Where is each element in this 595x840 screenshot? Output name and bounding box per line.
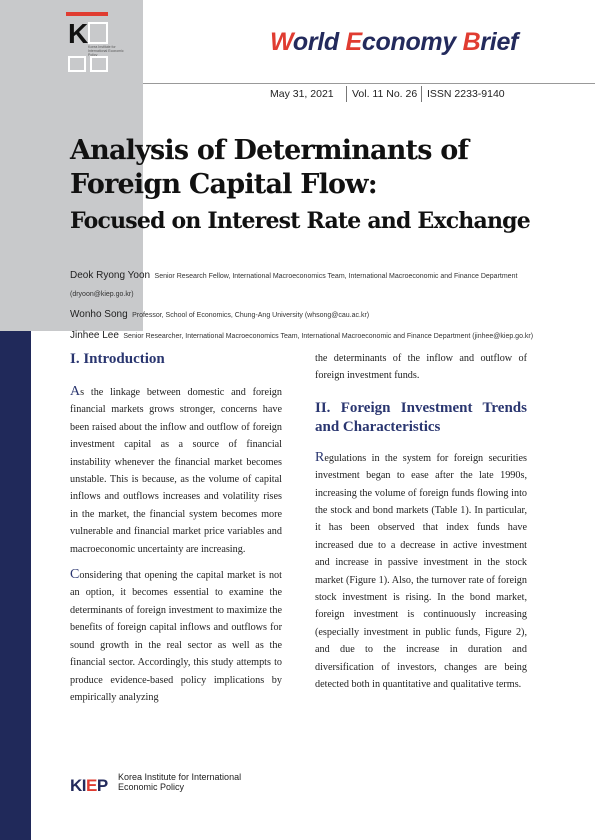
issue-issn: ISSN 2233-9140 (427, 88, 505, 100)
header-rule (143, 83, 595, 84)
issue-date: May 31, 2021 (270, 88, 334, 100)
author-entry (70, 265, 540, 301)
kiep-logo (66, 12, 126, 72)
right-column (315, 350, 527, 702)
logo-red-bar (66, 12, 108, 16)
author-name: Jinhee Lee (70, 330, 119, 341)
document-title (70, 134, 540, 238)
body-paragraph: the determinants of the inflow and outflow of foreign investment funds. (315, 353, 527, 382)
section-heading: II. Foreign Investment Trends and Characteristics (315, 399, 527, 435)
body-paragraph: As the linkage between domestic and foreign financial markets grows stronger, concerns have been raised about the inflow and outflow of foreign investment capital as a source of financial instability whenever the financial market becomes unstable. This is because, as the volume of capital inflows and outflows increases and volatility rises in the market, the financial system becomes more vulnerable and financial market price variables and macroeconomic uncertainty are increasing. (70, 384, 282, 555)
drop-cap: C (70, 567, 80, 583)
body-paragraph: Regulations in the system for foreign securities investment began to ease after the late 1990s, increasing the volume of foreign funds flowing into the stock and bond markets (Table 1). In particular, it has been observed that index funds have increased due to a decrease in active investment and increase in passive investment in the stock market (Figure 1). Also, the turnover rate of foreign stock investment is rising. In the bond market, foreign investment is continuously increasing (especially investment in public funds, Figure 2), and due to the increase in duration and diversification of investors, changes are being detected both in quantitative and qualitative terms. (315, 449, 527, 691)
publication-brand: World Economy Brief (270, 28, 519, 56)
sidebar-navy-bar (0, 331, 31, 840)
logo-k-mark: K (68, 18, 89, 49)
section-heading: I. Introduction (70, 351, 165, 367)
meta-divider (346, 86, 347, 102)
author-list (70, 265, 540, 346)
author-affiliation: Senior Research Fellow, International Macroeconomics Team, International Macroeconomic and Finance Department (dryoon@kiep.go.kr) (70, 273, 518, 298)
author-name: Deok Ryong Yoon (70, 270, 151, 281)
author-affiliation: Senior Researcher, International Macroeconomics Team, International Macroeconomic and Finance Department (jinhee@kiep.go.kr) (123, 333, 534, 340)
author-affiliation: Professor, School of Economics, Chung-Ang University (whsong@cau.ac.kr) (132, 312, 370, 319)
logo-square (68, 56, 86, 72)
title-line: Analysis of Determinants of (70, 135, 469, 166)
issue-volume: Vol. 11 No. 26 (352, 88, 418, 100)
drop-cap: A (70, 384, 81, 399)
meta-divider (421, 86, 422, 102)
title-subtitle: Focused on Interest Rate and Exchange (70, 208, 530, 234)
author-entry (70, 304, 540, 322)
drop-cap: R (315, 449, 325, 465)
author-name: Wonho Song (70, 309, 128, 320)
logo-square (88, 22, 108, 44)
title-line: Foreign Capital Flow: (70, 169, 377, 200)
author-entry (70, 325, 540, 343)
kiep-wordmark: KIEP (70, 776, 108, 795)
logo-caption: Korea Institute for International Economic Policy (88, 45, 124, 57)
body-paragraph: Considering that opening the capital market is not an option, it becomes essential to examine the determinants of foreign investment to maximize the benefits of foreign capital inflows and outflows for sound growth in the real sector as well as the financial sector. Accordingly, this study attempts to produce evidence-based policy implications by empirically analyzing (70, 567, 282, 703)
logo-square (90, 56, 108, 72)
institute-name: Korea Institute for International Economic Policy (118, 772, 242, 792)
left-column (70, 350, 282, 714)
